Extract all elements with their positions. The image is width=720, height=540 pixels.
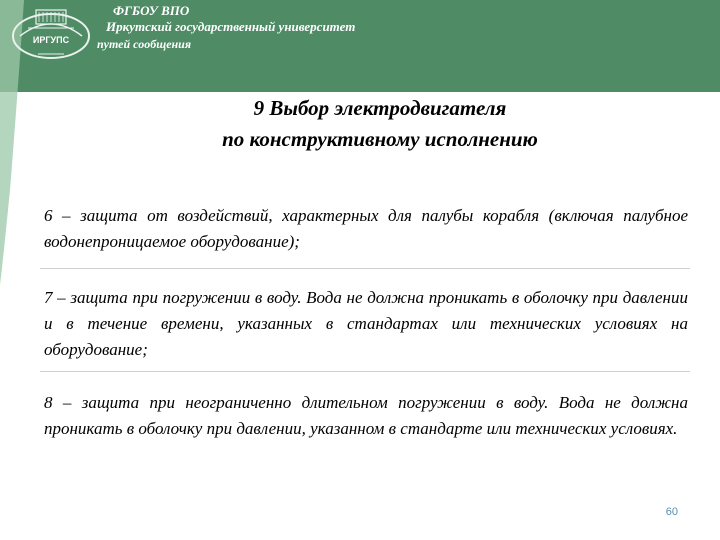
org-line-3: путей сообщения bbox=[97, 37, 192, 51]
org-line-2: Иркутский государственный университет bbox=[106, 19, 356, 34]
logo-text: ИРГУПС bbox=[32, 35, 70, 45]
slide-title-line-1: 9 Выбор электродвигателя bbox=[253, 96, 507, 120]
protection-item-6: 6 – защита от воздействий, характерных для палубы корабля (включая палубное водонепроницаемое оборудование); bbox=[44, 206, 688, 251]
slide-title-line-2: по конструктивному исполнению bbox=[222, 127, 538, 151]
protection-item-7: 7 – защита при погружении в воду. Вода не должна проникать в оболочку при давлении и в течение времени, указанных в стандартах или технических условиях на оборудование; bbox=[44, 288, 688, 359]
org-line-1: ФГБОУ ВПО bbox=[113, 3, 190, 18]
protection-item-8: 8 – защита при неограниченно длительном погружении в воду. Вода не должна проникать в оболочку при давлении, указанном в стандарте или технических условиях. bbox=[44, 393, 688, 438]
page-number: 60 bbox=[665, 506, 678, 518]
divider bbox=[40, 268, 690, 269]
divider bbox=[40, 371, 690, 372]
university-logo bbox=[8, 2, 94, 64]
